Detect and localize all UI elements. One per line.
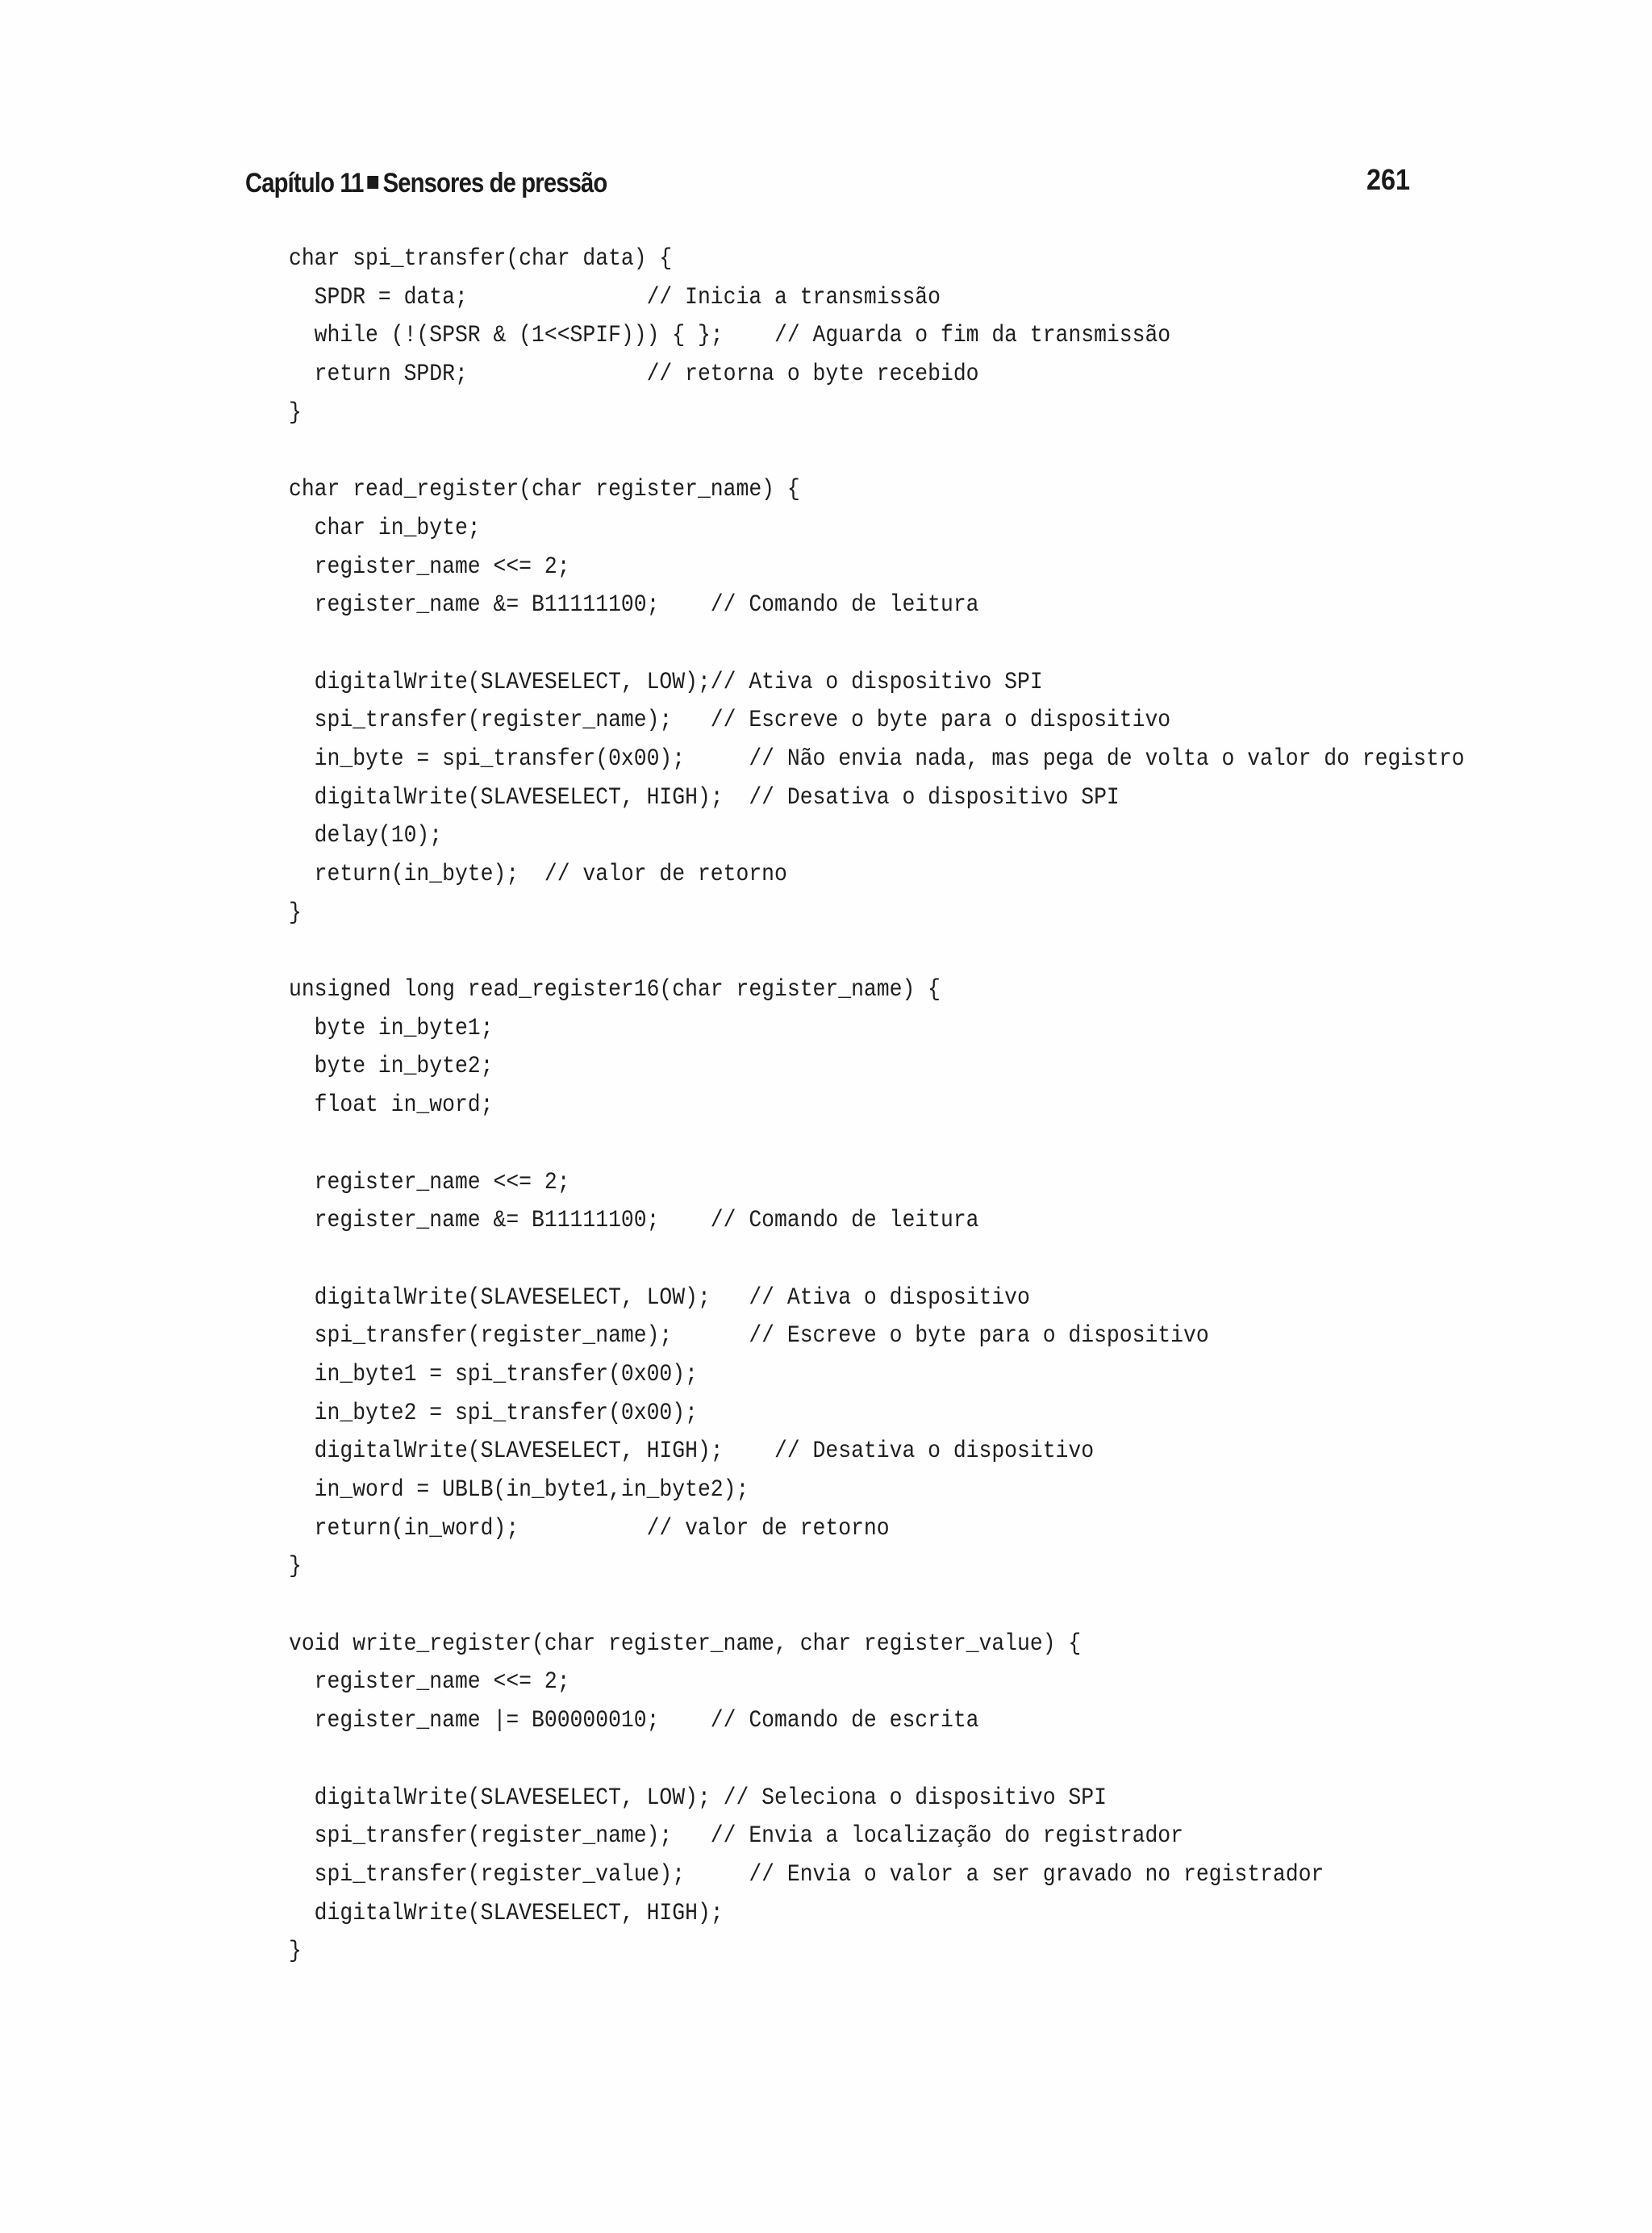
code-line: char spi_transfer(char data) { (289, 245, 673, 273)
code-line: while (!(SPSR & (1<<SPIF))) { }; // Aguarda o fim da transmissão (289, 322, 1171, 350)
code-line: } (289, 899, 302, 927)
code-line: register_name |= B00000010; // Comando de escrita (289, 1707, 979, 1735)
code-line: in_byte1 = spi_transfer(0x00); (289, 1360, 698, 1388)
code-line: register_name <<= 2; (289, 553, 570, 581)
code-line: return(in_word); // valor de retorno (289, 1514, 890, 1542)
code-line: in_byte = spi_transfer(0x00); // Não envia nada, mas pega de volta o valor do registro (289, 745, 1465, 773)
chapter-label: Capítulo 11 (245, 168, 364, 198)
code-line: byte in_byte1; (289, 1014, 494, 1042)
code-line: in_word = UBLB(in_byte1,in_byte2); (289, 1476, 749, 1504)
code-line: digitalWrite(SLAVESELECT, HIGH); (289, 1899, 724, 1927)
code-line (289, 933, 1465, 971)
code-line: in_byte2 = spi_transfer(0x00); (289, 1399, 698, 1427)
code-line (289, 432, 1465, 471)
code-line: spi_transfer(register_name); // Escreve o byte para o dispositivo (289, 707, 1171, 735)
chapter-title: Sensores de pressão (382, 168, 607, 198)
code-line: char in_byte; (289, 514, 481, 542)
code-line: delay(10); (289, 822, 443, 850)
code-line: digitalWrite(SLAVESELECT, LOW); // Ativa o dispositivo (289, 1283, 1030, 1312)
square-separator-icon (368, 176, 379, 189)
code-line: byte in_byte2; (289, 1053, 494, 1081)
code-line: register_name &= B11111100; // Comando de leitura (289, 1207, 979, 1235)
code-line: register_name <<= 2; (289, 1668, 570, 1697)
code-line: SPDR = data; // Inicia a transmissão (289, 283, 941, 311)
code-line: register_name &= B11111100; // Comando de leitura (289, 591, 979, 620)
code-line: char read_register(char register_name) { (289, 476, 800, 504)
code-line (289, 1741, 1465, 1780)
code-line: unsigned long read_register16(char register_name) { (289, 976, 941, 1004)
code-line: return SPDR; // retorna o byte recebido (289, 361, 979, 389)
code-line: spi_transfer(register_value); // Envia o valor a ser gravado no registrador (289, 1860, 1325, 1889)
code-line: digitalWrite(SLAVESELECT, HIGH); // Desativa o dispositivo SPI (289, 783, 1120, 812)
code-line (289, 625, 1465, 664)
code-line: register_name <<= 2; (289, 1168, 570, 1196)
code-line: digitalWrite(SLAVESELECT, HIGH); // Desativa o dispositivo (289, 1438, 1095, 1466)
code-line (289, 1241, 1465, 1279)
code-line: } (289, 1553, 302, 1581)
code-line: } (289, 1938, 302, 1966)
code-listing (289, 240, 1465, 1972)
code-line: return(in_byte); // valor de retorno (289, 861, 787, 888)
code-line: spi_transfer(register_name); // Escreve o byte para o dispositivo (289, 1322, 1209, 1350)
code-line: float in_word; (289, 1091, 494, 1120)
code-line: spi_transfer(register_name); // Envia a localização do registrador (289, 1822, 1183, 1851)
running-head (245, 168, 607, 199)
code-line (289, 1587, 1465, 1626)
code-line: digitalWrite(SLAVESELECT, LOW); // Seleciona o dispositivo SPI (289, 1784, 1107, 1812)
code-line: digitalWrite(SLAVESELECT, LOW);// Ativa o dispositivo SPI (289, 668, 1043, 696)
page-number: 261 (1366, 163, 1411, 196)
code-line: void write_register(char register_name, char register_value) { (289, 1630, 1082, 1658)
code-line (289, 1125, 1465, 1164)
code-line: } (289, 399, 302, 427)
